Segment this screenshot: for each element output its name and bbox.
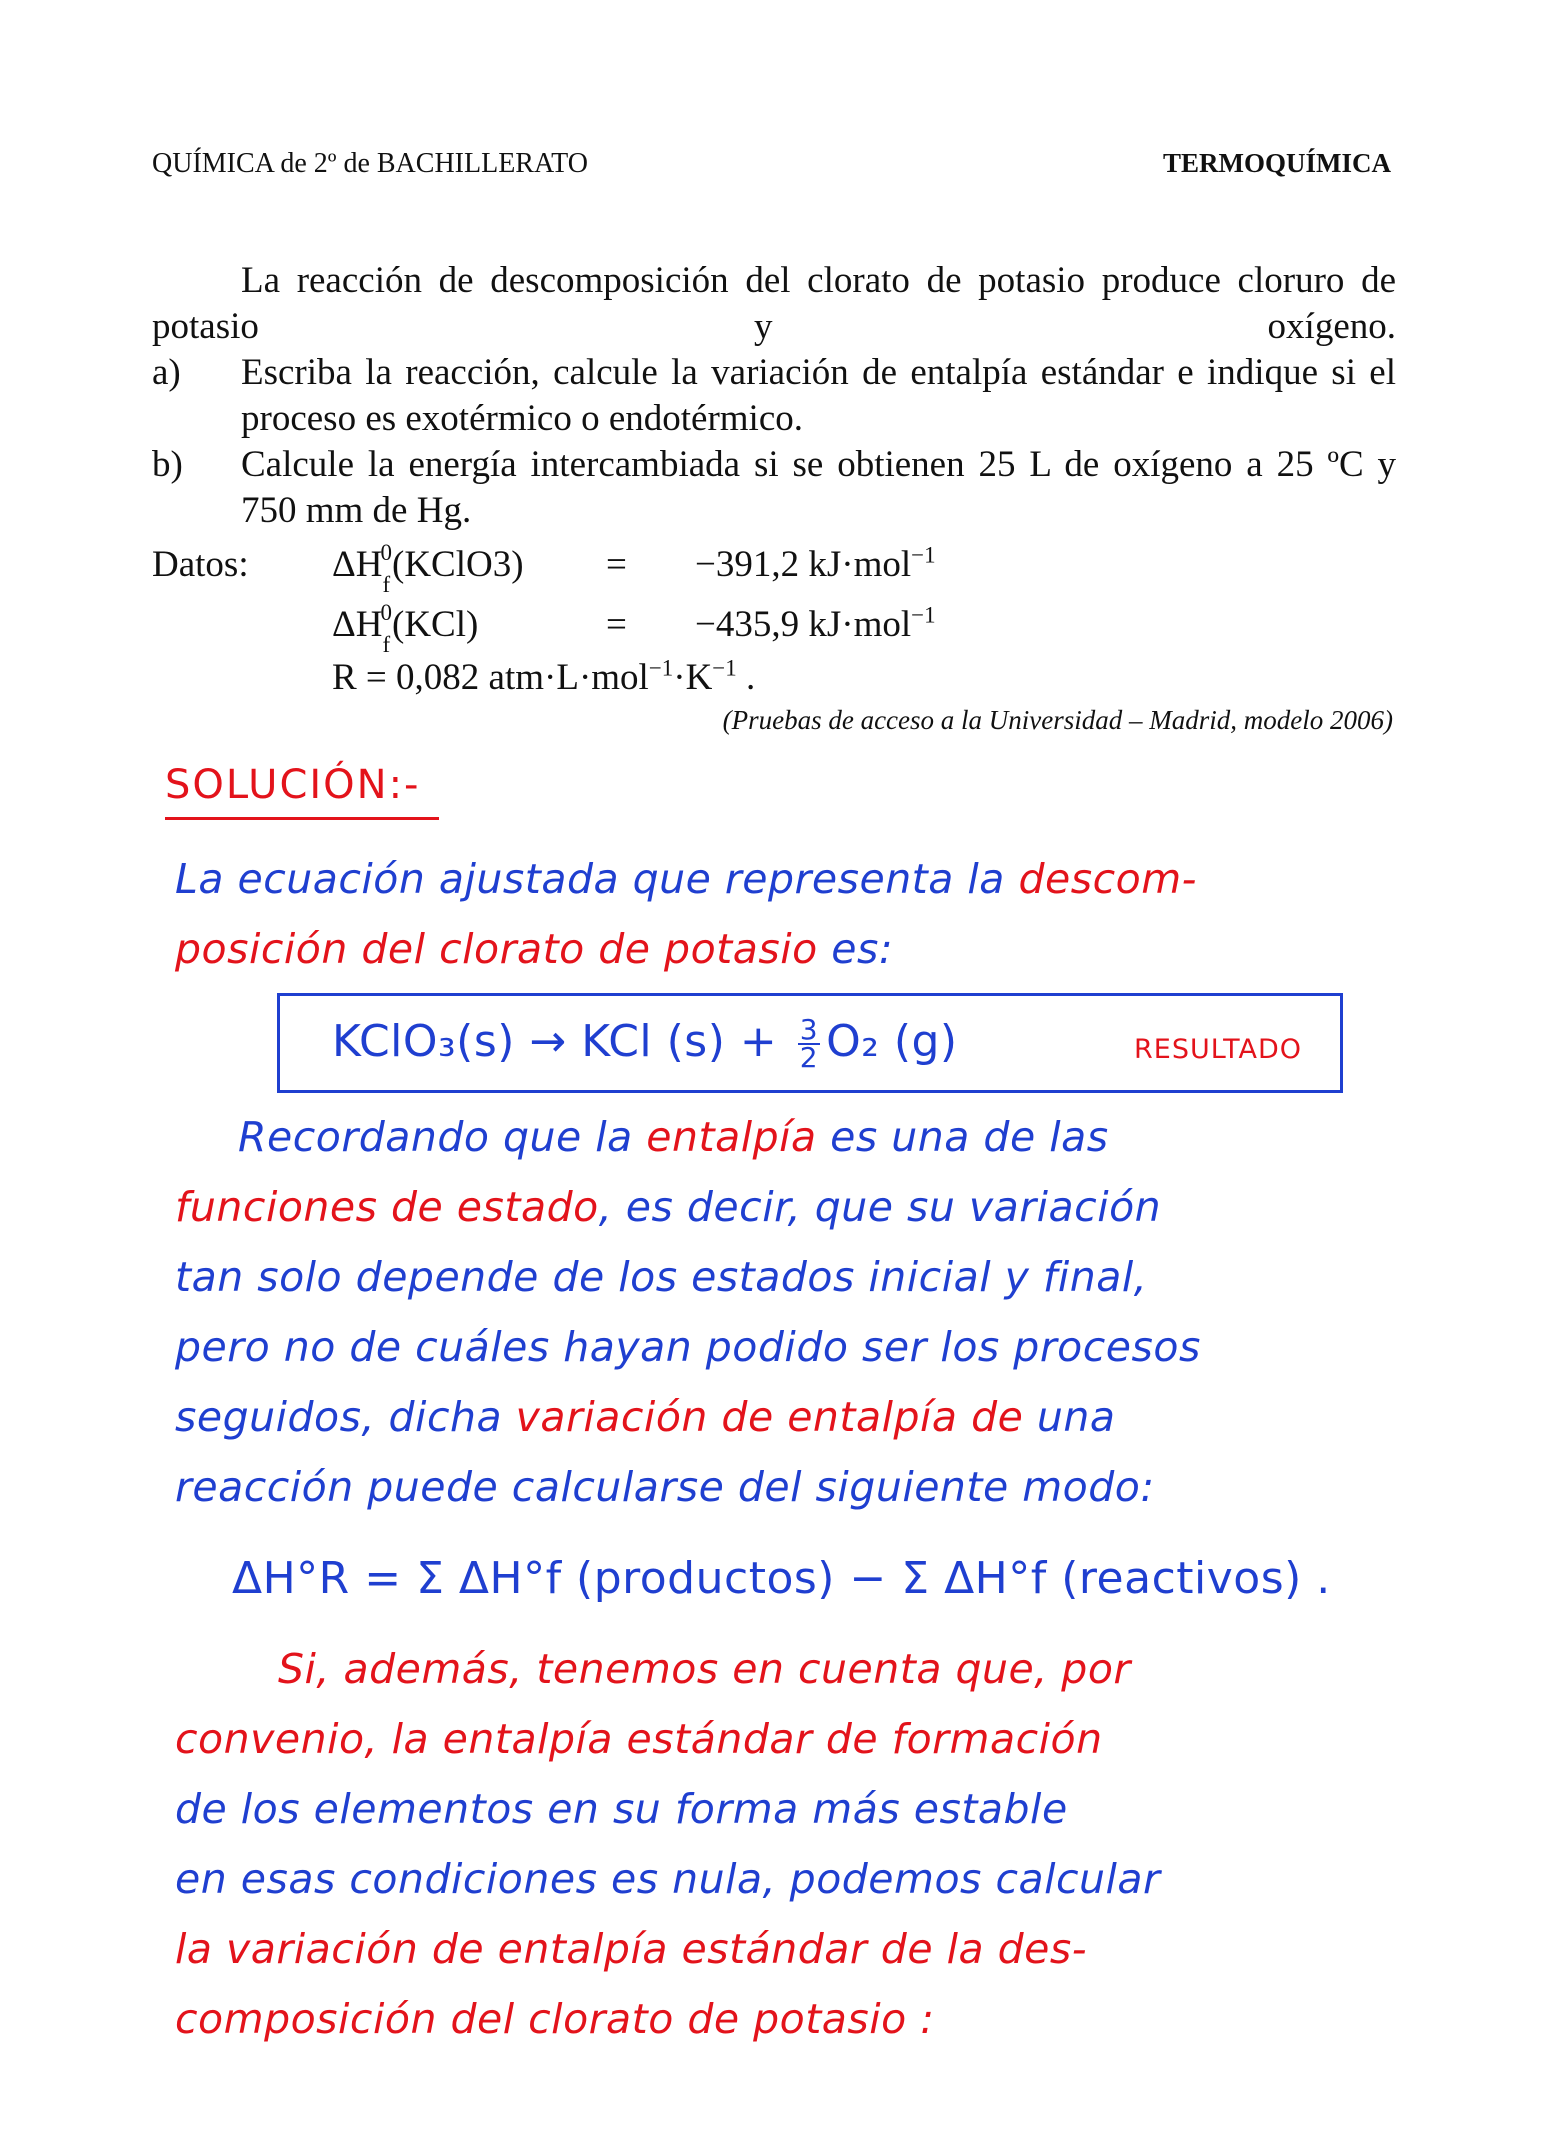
solution-line: reacción puede calcularse del siguiente modo: <box>175 1463 1155 1511</box>
header-topic: TERMOQUÍMICA <box>1163 148 1391 178</box>
part-b-label: b) <box>152 444 183 485</box>
solution-line: seguidos, dicha variación de entalpía de una <box>175 1393 1116 1441</box>
solution-line: convenio, la entalpía estándar de formación <box>175 1715 1103 1763</box>
header-subject: QUÍMICA de 2º de BACHILLERATO <box>152 148 588 179</box>
solution-line: pero no de cuáles hayan podido ser los procesos <box>175 1323 1201 1371</box>
stoich-fraction: $\frac{3}{2}$ <box>799 1013 819 1074</box>
gas-constant: R = 0,082 $atm\cdot L\cdot mol^{-1}\cdot K^{-1}$ . <box>332 655 756 698</box>
solution-line: funciones de estado, es decir, que su variación <box>175 1183 1162 1231</box>
enthalpy-formula: ΔH°R = Σ ΔH°f (productos) − Σ ΔH°f (reactivos) . <box>232 1553 1331 1604</box>
solution-line: la variación de entalpía estándar de la des- <box>175 1925 1088 1973</box>
data-value: −391,2 kJ·mol$^{-1}$ <box>695 542 936 585</box>
balanced-equation: KClO₃(s) → KCl (s) + $\frac{3}{2}$ O₂ (g) <box>332 1013 958 1074</box>
data-value: −435,9 kJ·mol$^{-1}$ <box>695 602 936 645</box>
solution-line: Si, además, tenemos en cuenta que, por <box>278 1645 1131 1693</box>
reaction-box <box>277 993 1343 1093</box>
part-a-label: a) <box>152 352 181 393</box>
solution-line: posición del clorato de potasio es: <box>175 925 894 973</box>
solution-line: de los elementos en su forma más estable <box>175 1785 1068 1833</box>
solution-title: SOLUCIÓN:- <box>165 762 421 808</box>
data-row-kclo3: $\Delta H_f^0(KClO3)$ <box>332 540 524 598</box>
data-species: (KCl) <box>392 604 479 645</box>
part-a-text: Escriba la reacción, calcule la variación de entalpía estándar e indique si el proceso es exotérmico o endotérmico. <box>241 352 1396 439</box>
data-row-kcl: $\Delta H_f^0(KCl)$ <box>332 600 479 658</box>
result-label: RESULTADO <box>1134 1034 1302 1065</box>
solution-line: Recordando que la entalpía es una de las <box>238 1113 1109 1161</box>
solution-line: La ecuación ajustada que representa la descom- <box>175 855 1197 903</box>
data-species: (KClO3) <box>392 544 524 585</box>
part-b-text: Calcule la energía intercambiada si se obtienen 25 L de oxígeno a 25 ºC y 750 mm de Hg. <box>241 444 1396 531</box>
problem-intro: La reacción de descomposición del clorato de potasio produce cloruro de potasio y oxígeno. <box>152 260 1396 347</box>
datos-label: Datos: <box>152 544 249 585</box>
solution-line: tan solo depende de los estados inicial y final, <box>175 1253 1148 1301</box>
source-reference: (Pruebas de acceso a la Universidad – Madrid, modelo 2006) <box>722 705 1393 735</box>
solution-line: composición del clorato de potasio : <box>175 1995 935 2043</box>
data-eq: = <box>606 544 627 585</box>
solution-line: en esas condiciones es nula, podemos calcular <box>175 1855 1161 1903</box>
data-eq: = <box>606 604 627 645</box>
